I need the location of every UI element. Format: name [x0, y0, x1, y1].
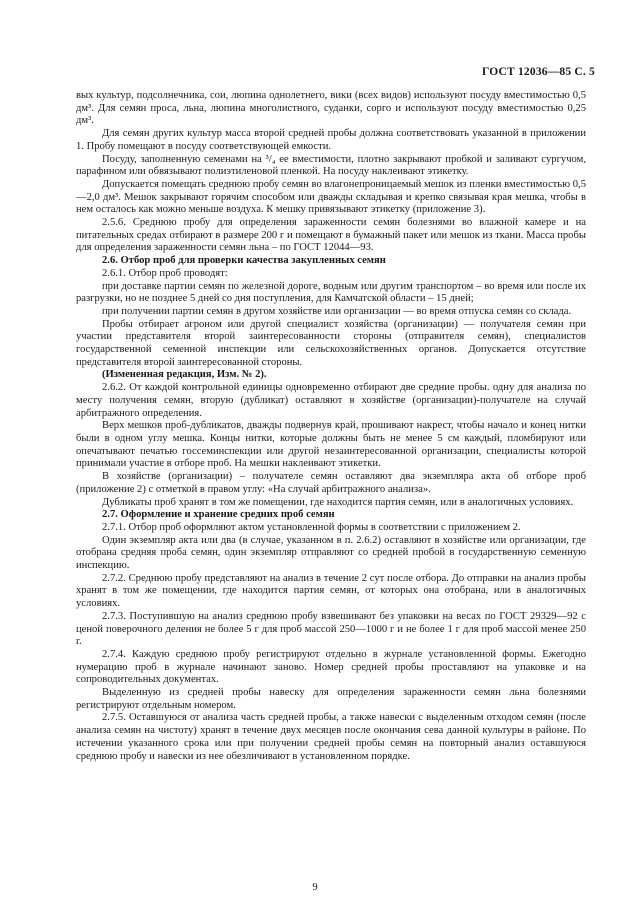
paragraph: 2.6.1. Отбор проб проводят: — [102, 267, 228, 279]
paragraph: Один экземпляр акта или два (в случае, указанном в п. 2.6.2) оставляют в хозяйстве или организации, где отобрана средняя проба семян, один экземпляр отправляют со средней пробой в государственную семенную инспекцию. — [76, 534, 586, 572]
paragraph: Пробы отбирает агроном или другой специалист хозяйства (организации) — получателя семян при участии представителя второй заинтересованности стороны (отправителя семян), специалистов государственной семенной инспекции или сельскохозяйственных органов. Допускается отсутствие представителя второй заинтересованной стороны. — [76, 318, 586, 368]
paragraph: 2.7.3. Поступившую на анализ среднюю пробу взвешивают без упаковки на весах по ГОСТ 29329—92 с ценой поверочного деления не более 5 г для проб массой 250—1000 г и не более 1 г для проб массой менее 250 г. — [76, 610, 586, 648]
paragraph: 2.7.1. Отбор проб оформляют актом установленной формы в соответствии с приложением 2. — [102, 521, 521, 533]
paragraph: Верх мешков проб-дубликатов, дважды подвернув край, прошивают накрест, чтобы начало и конец нитки были в одном углу мешка. Концы нитки, которые должны быть не менее 5 см каждый, пломбируют или опечатывают печатью госсеминспекции или другой незаинтересованной организации, специалисты которой принимали участие в отборе проб. На мешки наклеивают этикетки. — [76, 420, 586, 470]
paragraph: Дубликаты проб хранят в том же помещении, где находится партия семян, или в аналогичных условиях. — [102, 496, 574, 508]
paragraph: Для семян других культур масса второй средней пробы должна соответствовать указанной в приложении 1. Пробу помещают в посуду соответствующей емкости. — [76, 128, 586, 152]
paragraph: 2.6.2. От каждой контрольной единицы одновременно отбирают две средние пробы. одну для анализа по месту получения семян, вторую (дубликат) оставляют в хозяйстве (организации)-получателе на случай арбитражного определения. — [76, 382, 586, 419]
paragraph: при получении партии семян в другом хозяйстве или организации — во время отпуска семян со склада. — [102, 305, 572, 317]
amendment-note: (Измененная редакция, Изм. № 2). — [102, 369, 267, 381]
paragraph: В хозяйстве (организации) – получателе семян оставляют два экземпляра акта об отборе проб (приложение 2) с отметкой в правом углу: «На случай арбитражного анализа». — [76, 471, 586, 495]
paragraph: 2.7.5. Оставшуюся от анализа часть средней пробы, а также навески с выделенным отходом семян (после анализа семян на чистоту) хранят в течение двух месяцев после окончания сева данной культуры в районе. По истечении указанного срока или при получении средней пробы семян на повторный анализ оставшуюся среднюю пробу и навески из нее обезличивают в установленном порядке. — [76, 712, 586, 762]
section-heading: 2.6. Отбор проб для проверки качества закупленных семян — [102, 255, 386, 267]
paragraph: вых культур, подсолнечника, сои, люпина однолетнего, вики (всех видов) используют посуду вместимостью 0,5 дм³. Для семян проса, льна, люпина многолистного, суданки, сорго и используют посуду вместимостью 0,25 дм³. — [76, 90, 586, 127]
paragraph: 2.7.4. Каждую среднюю пробу регистрируют отдельно в журнале установленной формы. Ежегодно нумерацию проб в журнале начинают заново. Номер средней пробы проставляют на упаковке и на сопроводительных документах. — [76, 648, 586, 686]
paragraph: при доставке партии семян по железной дороге, водным или другим транспортом – во время или после их разгрузки, но не позднее 5 дней со дня поступления, для Камчатской области – 15 дней; — [76, 280, 586, 305]
paragraph: Выделенную из средней пробы навеску для определения зараженности семян льна болезнями регистрируют отдельным номером. — [76, 687, 586, 711]
page-number: 9 — [312, 882, 318, 893]
paragraph: Допускается помещать среднюю пробу семян во влагонепроницаемый мешок из пленки вместимостью 0,5—2,0 дм³. Мешок закрывают горячим способом или дважды складывая и крепко связывая края мешка, чтобы в нем осталось как можно меньше воздуха. К мешку привязывают этикетку (приложение 3). — [76, 178, 586, 216]
section-heading: 2.7. Оформление и хранение средних проб семян — [102, 509, 335, 521]
document-body — [76, 90, 586, 763]
paragraph: Посуду, заполненную семенами на ³/₄ ее вместимости, плотно закрывают пробкой и заливают сургучом, парафином или обвязывают полиэтиленовой пленкой. На посуду наклеивают этикетку. — [76, 153, 586, 178]
running-header: ГОСТ 12036—85 С. 5 — [482, 66, 595, 78]
paragraph: 2.5.6. Среднюю пробу для определения зараженности семян болезнями во влажной камере и на питательных средах отбирают в размере 200 г и помещают в бумажный пакет или мешок из ткани. Масса пробы для определения зараженности семян льна – по ГОСТ 12044—93. — [76, 217, 586, 254]
paragraph: 2.7.2. Среднюю пробу представляют на анализ в течение 2 сут после отбора. До отправки на анализ пробы хранят в том же помещении, где находится партия семян, от которых она отобрана, или в аналогичных условиях. — [76, 572, 586, 610]
